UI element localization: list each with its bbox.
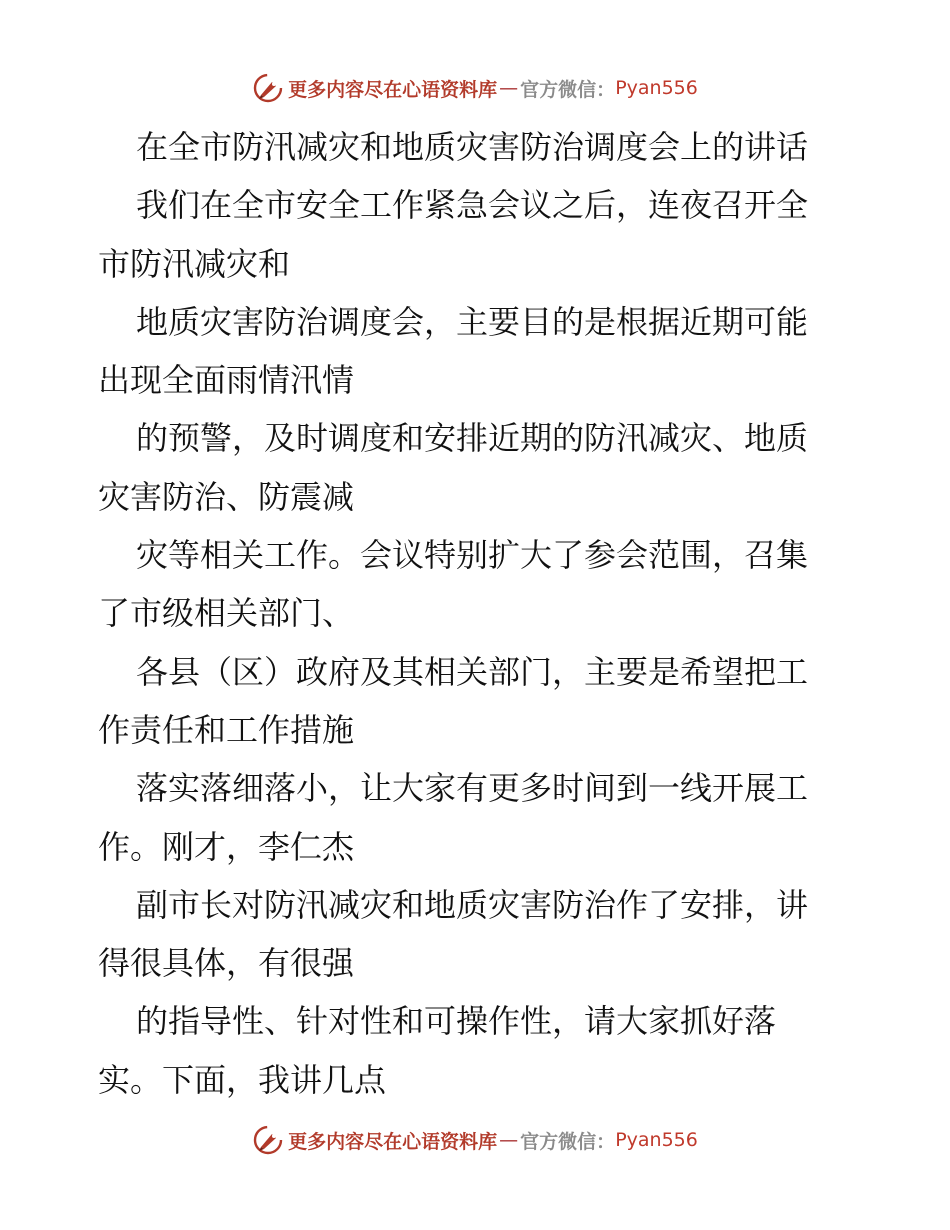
banner-wechat-handle: Pyan556 bbox=[615, 77, 698, 99]
paragraph-line: 灾等相关工作。会议特别扩大了参会范围，召集 bbox=[136, 536, 809, 575]
paragraph-line: 各县（区）政府及其相关部门，主要是希望把工 bbox=[136, 652, 809, 691]
paragraph-line: 出现全面雨情汛情 bbox=[98, 361, 355, 400]
banner-wechat-handle: Pyan556 bbox=[615, 1129, 698, 1151]
paragraph-line: 作责任和工作措施 bbox=[98, 710, 355, 749]
paragraph-line: 得很具体，有很强 bbox=[98, 944, 355, 983]
banner-dash: — bbox=[499, 77, 519, 99]
header-banner bbox=[0, 72, 950, 104]
banner-main-text: 更多内容尽在心语资料库 bbox=[288, 1130, 498, 1153]
document-body bbox=[98, 118, 858, 1109]
banner-wechat-label: 官方微信： bbox=[520, 1130, 616, 1153]
paragraph-line: 了市级相关部门、 bbox=[98, 594, 355, 633]
paragraph-line: 实。下面，我讲几点 bbox=[98, 1060, 387, 1099]
document-title: 在全市防汛减灾和地质灾害防治调度会上的讲话 bbox=[136, 128, 809, 166]
banner-wechat-label: 官方微信： bbox=[520, 78, 616, 101]
paragraph-line: 地质灾害防治调度会，主要目的是根据近期可能 bbox=[136, 302, 809, 341]
footer-banner bbox=[0, 1124, 950, 1156]
paragraph-line: 的预警，及时调度和安排近期的防汛减灾、地质 bbox=[136, 419, 809, 458]
paragraph-line: 的指导性、针对性和可操作性，请大家抓好落 bbox=[136, 1002, 777, 1041]
paragraph-line: 我们在全市安全工作紧急会议之后，连夜召开全 bbox=[136, 186, 809, 225]
paragraph-line: 市防汛减灾和 bbox=[98, 244, 291, 283]
paragraph-line: 灾害防治、防震减 bbox=[98, 477, 355, 516]
paragraph-line: 副市长对防汛减灾和地质灾害防治作了安排，讲 bbox=[136, 885, 809, 924]
paragraph-line: 作。刚才，李仁杰 bbox=[98, 827, 355, 866]
paragraph-line: 落实落细落小，让大家有更多时间到一线开展工 bbox=[136, 769, 809, 808]
banner-dash: — bbox=[499, 1129, 519, 1151]
banner-main-text: 更多内容尽在心语资料库 bbox=[288, 78, 498, 101]
pen-nib-logo-icon bbox=[252, 1124, 284, 1156]
pen-nib-logo-icon bbox=[252, 72, 284, 104]
